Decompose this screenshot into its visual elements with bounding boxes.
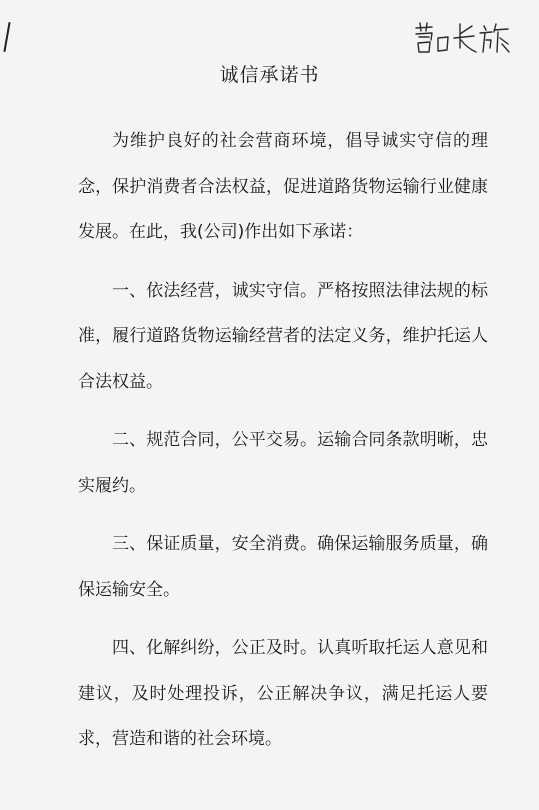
page-edge-mark: [3, 22, 10, 52]
commitment-paragraph-4: 四、化解纠纷，公正及时。认真听取托运人意见和建议，及时处理投诉，公正解决争议，满足托运人要求，营造和谐的社会环境。: [78, 638, 488, 749]
handwritten-signature: [412, 18, 512, 62]
commitment-paragraph-1: 一、依法经营，诚实守信。严格按照法律法规的标准，履行道路货物运输经营者的法定义务，维护托运人合法权益。: [78, 280, 488, 392]
commitment-paragraph-3: 三、保证质量，安全消费。确保运输服务质量，确保运输安全。: [78, 534, 488, 600]
document-body: [78, 119, 488, 776]
intro-paragraph: 为维护良好的社会营商环境，倡导诚实守信的理念，保护消费者合法权益，促进道路货物运输行业健康发展。在此，我(公司)作出如下承诺：: [78, 131, 488, 242]
document-title: 诚信承诺书: [219, 64, 320, 86]
commitment-paragraph-2: 二、规范合同，公平交易。运输合同条款明晰，忠实履约。: [78, 430, 488, 496]
